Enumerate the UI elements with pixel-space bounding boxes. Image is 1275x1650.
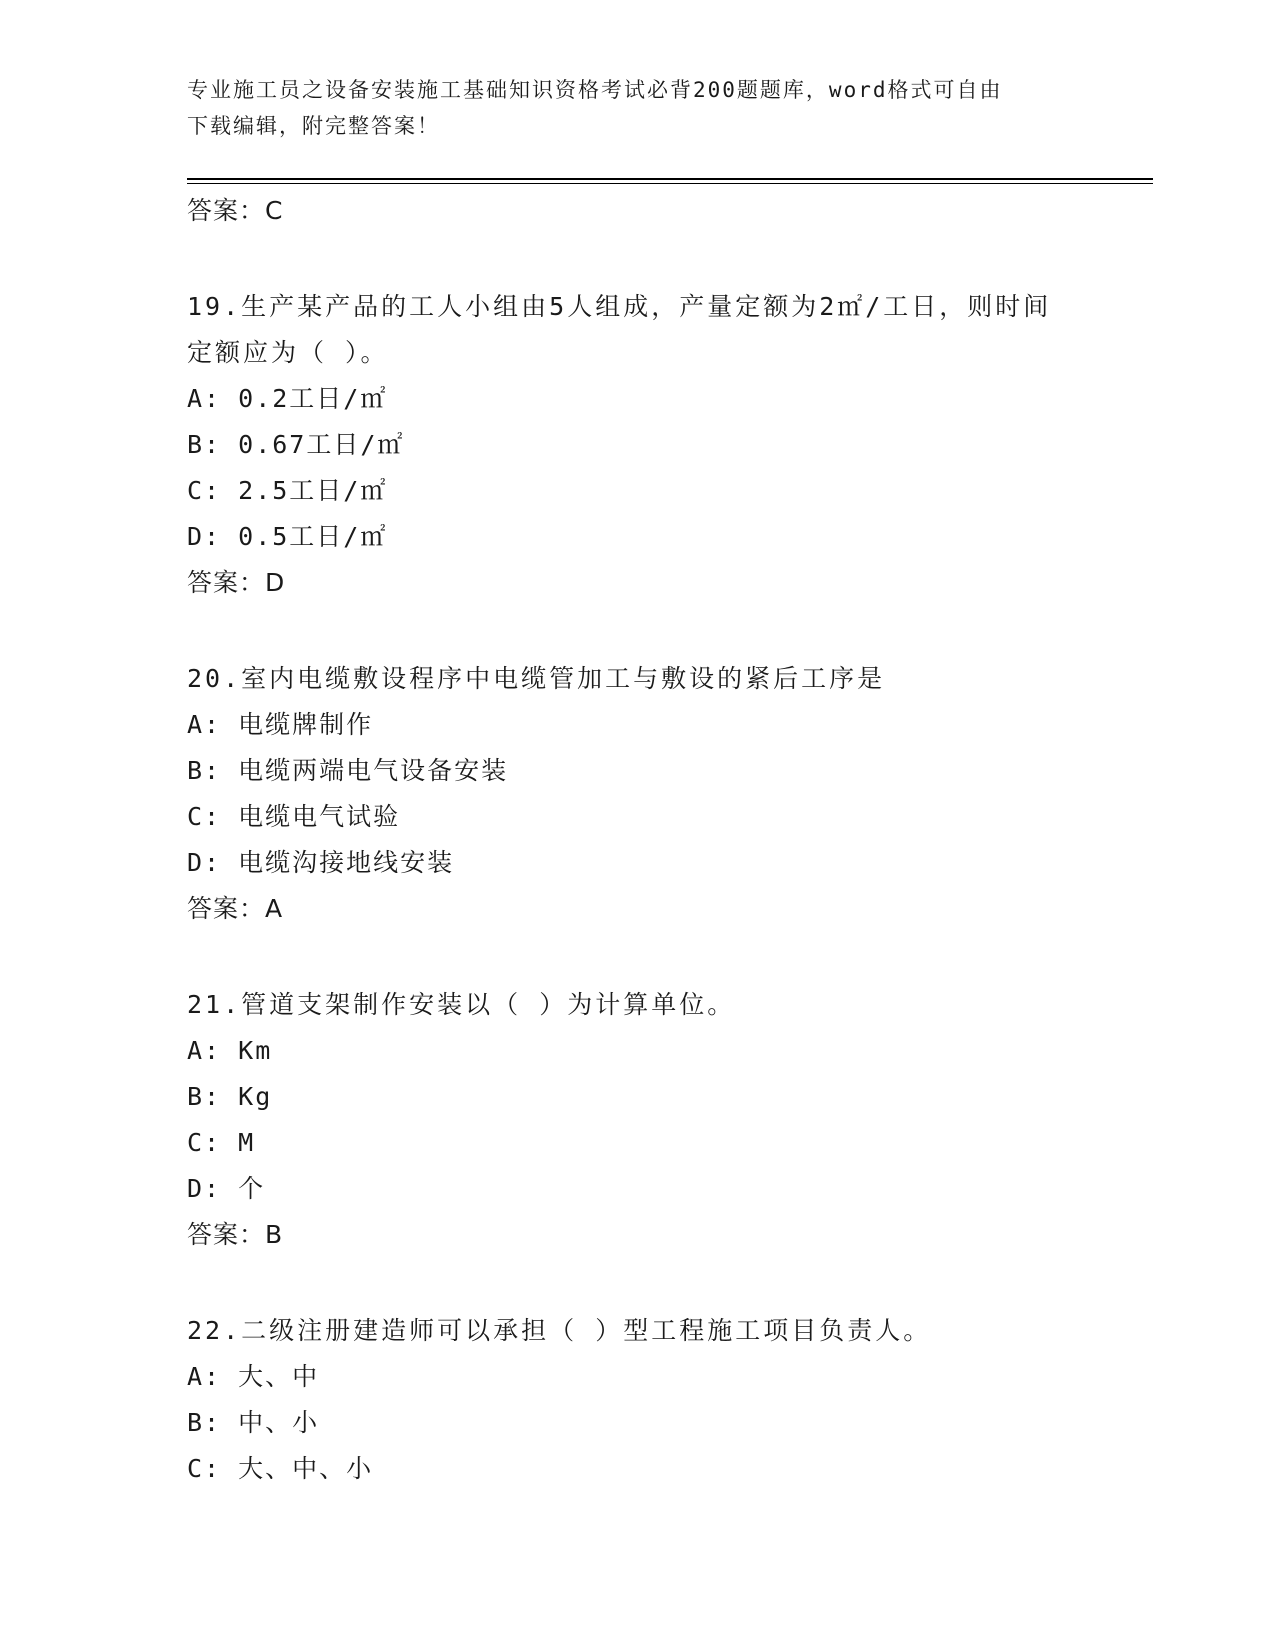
option-b: B: Kg <box>187 1082 273 1111</box>
option-a: A: 0.2工日/㎡ <box>187 384 388 413</box>
option-d: D: 个 <box>187 1174 266 1203</box>
option-a: A: 电缆牌制作 <box>187 710 374 739</box>
question-21 <box>187 982 1147 1258</box>
question-20 <box>187 656 1147 932</box>
header-line-1: 专业施工员之设备安装施工基础知识资格考试必背200题题库，word格式可自由 <box>187 78 1003 102</box>
option-a: A: Km <box>187 1036 273 1065</box>
option-b: B: 中、小 <box>187 1408 320 1437</box>
option-a: A: 大、中 <box>187 1362 320 1391</box>
question-list <box>187 188 1147 1492</box>
question-stem: 定额应为（ ）。 <box>187 338 389 367</box>
question-22 <box>187 1308 1147 1492</box>
option-c: C: 大、中、小 <box>187 1454 374 1483</box>
option-b: B: 电缆两端电气设备安装 <box>187 756 509 785</box>
question-stem: 22.二级注册建造师可以承担（ ）型工程施工项目负责人。 <box>187 1316 932 1345</box>
option-c: C: M <box>187 1128 256 1157</box>
question-stem: 21.管道支架制作安装以（ ）为计算单位。 <box>187 990 736 1019</box>
question-19 <box>187 284 1147 606</box>
option-d: D: 0.5工日/㎡ <box>187 522 388 551</box>
answer-line: 答案：C <box>187 196 284 225</box>
question-stem: 20.室内电缆敷设程序中电缆管加工与敷设的紧后工序是 <box>187 664 886 693</box>
header-rule-thick <box>187 178 1153 180</box>
answer-line: 答案：B <box>187 1220 284 1249</box>
option-d: D: 电缆沟接地线安装 <box>187 848 455 877</box>
option-c: C: 2.5工日/㎡ <box>187 476 388 505</box>
document-header <box>187 72 1087 144</box>
header-line-2: 下载编辑，附完整答案！ <box>187 114 440 138</box>
answer-line: 答案：D <box>187 568 286 597</box>
option-c: C: 电缆电气试验 <box>187 802 401 831</box>
question-stem: 19.生产某产品的工人小组由5人组成，产量定额为2㎡/工日，则时间 <box>187 292 1052 321</box>
option-b: B: 0.67工日/㎡ <box>187 430 405 459</box>
header-rule-thin <box>187 183 1153 184</box>
answer-line: 答案：A <box>187 894 284 923</box>
